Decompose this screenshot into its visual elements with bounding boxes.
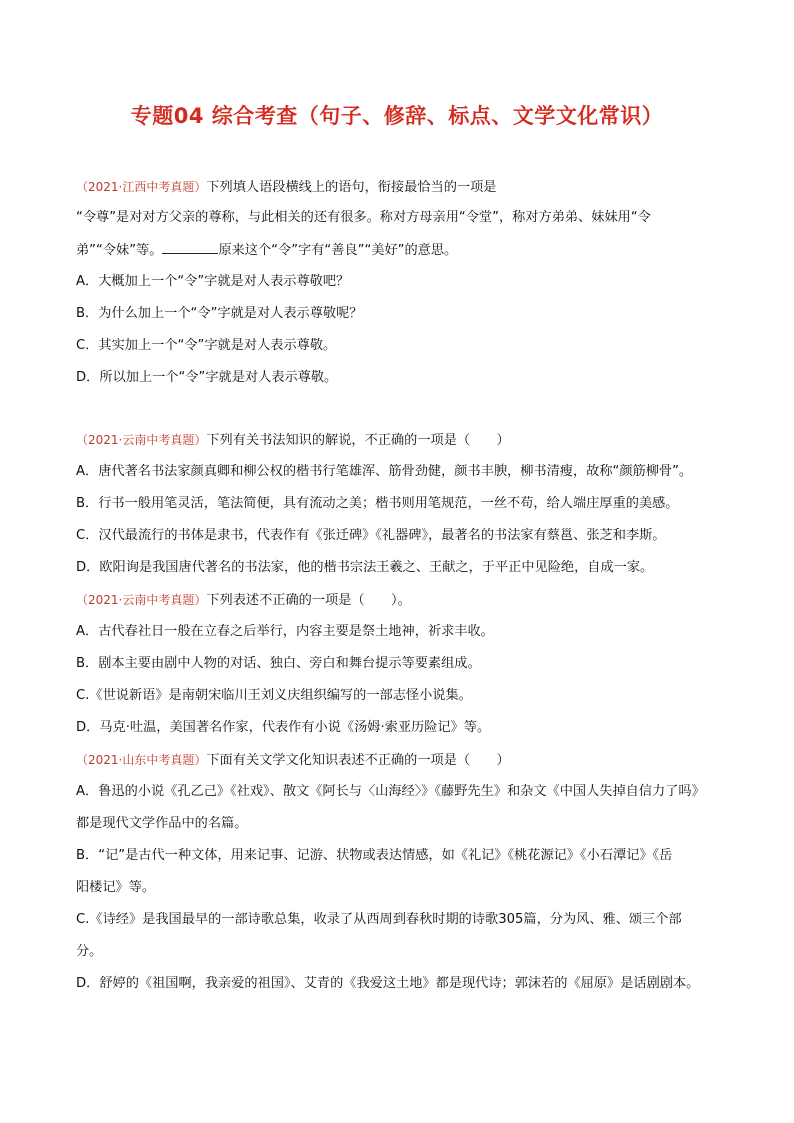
question-3-source: （2021·云南中考真题） [76,593,207,607]
question-4-option-b-line-1: B．“记”是古代一种文体，用来记事、记游、状物或表达情感，如《礼记》《桃花源记》《小石潭记》《岳 [76,848,673,863]
question-2-header [76,431,736,450]
question-3-header [76,591,736,610]
question-1-source: （2021·江西中考真题） [76,180,207,194]
page-title: 专题04 综合考查（句子、修辞、标点、文学文化常识） [130,104,664,128]
question-3-stem: 下列表述不正确的一项是（ ）。 [206,593,411,608]
question-4-option-c-line-2: 分。 [76,944,103,959]
question-1-stem: 下列填人语段横线上的语句，衔接最恰当的一项是 [206,180,497,195]
question-1-option-d: D．所以加上一个“令”字就是对人表示尊敬。 [76,370,338,385]
question-1-header [76,178,736,197]
question-1-option-b: B．为什么加上一个“令”字就是对人表示尊敬呢？ [76,306,363,321]
question-4-option-b-line-2: 阳楼记》等。 [76,880,156,895]
question-4-stem: 下面有关文学文化知识表述不正确的一项是（ ） [206,753,510,768]
question-3-option-d: D．马克·吐温，美国著名作家，代表作有小说《汤姆·索亚历险记》等。 [76,720,491,735]
question-2-option-b: B．行书一般用笔灵活，笔法简便，具有流动之美；楷书则用笔规范，一丝不苟，给人端庄厚重的美感。 [76,496,679,511]
question-4-option-c-line-1: C.《诗经》是我国最早的一部诗歌总集，收录了从西周到春秋时期的诗歌305篇，分为风、雅、颂三个部 [76,912,682,927]
question-4-source: （2021·山东中考真题） [76,753,207,767]
question-4-option-a-line-1: A．鲁迅的小说《孔乙己》《社戏》、散文《阿长与〈山海经〉》《藤野先生》和杂文《中国人失掉自信力了吗》 [76,784,705,799]
question-1-option-c: C．其实加上一个“令”字就是对人表示尊敬。 [76,338,337,353]
question-3-option-c: C.《世说新语》是南朝宋临川王刘义庆组织编写的一部志怪小说集。 [76,688,472,703]
question-1-option-a: A．大概加上一个“令”字就是对人表示尊敬吧？ [76,274,350,289]
question-1-passage-line-2 [76,241,736,260]
question-1-passage-line-1: “令尊”是对对方父亲的尊称，与此相关的还有很多。称对方母亲用“令堂”，称对方弟弟、妹妹用“令 [76,210,651,225]
question-4-option-d: D．舒婷的《祖国啊，我亲爱的祖国》、艾青的《我爱这土地》都是现代诗；郭沫若的《屈原》是话剧剧本。 [76,976,700,991]
question-2-option-c: C．汉代最流行的书体是隶书，代表作有《张迁碑》《礼器碑》，最著名的书法家有蔡邕、张芝和李斯。 [76,528,666,543]
question-2-option-a: A．唐代著名书法家颜真卿和柳公权的楷书行笔雄浑、筋骨劲健，颜书丰腴，柳书清瘦，故称“颜筋柳骨”。 [76,464,693,479]
fill-in-blank [162,241,218,254]
question-3-option-b: B．剧本主要由剧中人物的对话、独白、旁白和舞台提示等要素组成。 [76,656,481,671]
question-1-passage-part-a: 弟”“令妹”等。 [76,243,163,258]
question-3-option-a: A．古代春社日一般在立春之后举行，内容主要是祭土地神，祈求丰收。 [76,624,494,639]
question-1-passage-part-b: 原来这个“令”字有“善良”“美好”的意思。 [218,243,458,258]
question-4-header [76,751,736,770]
question-2-source: （2021·云南中考真题） [76,433,207,447]
question-4-option-a-line-2: 都是现代文学作品中的名篇。 [76,816,248,831]
question-2-option-d: D．欧阳询是我国唐代著名的书法家，他的楷书宗法王羲之、王献之，于平正中见险绝，自成一家。 [76,560,654,575]
question-2-stem: 下列有关书法知识的解说，不正确的一项是（ ） [206,433,510,448]
